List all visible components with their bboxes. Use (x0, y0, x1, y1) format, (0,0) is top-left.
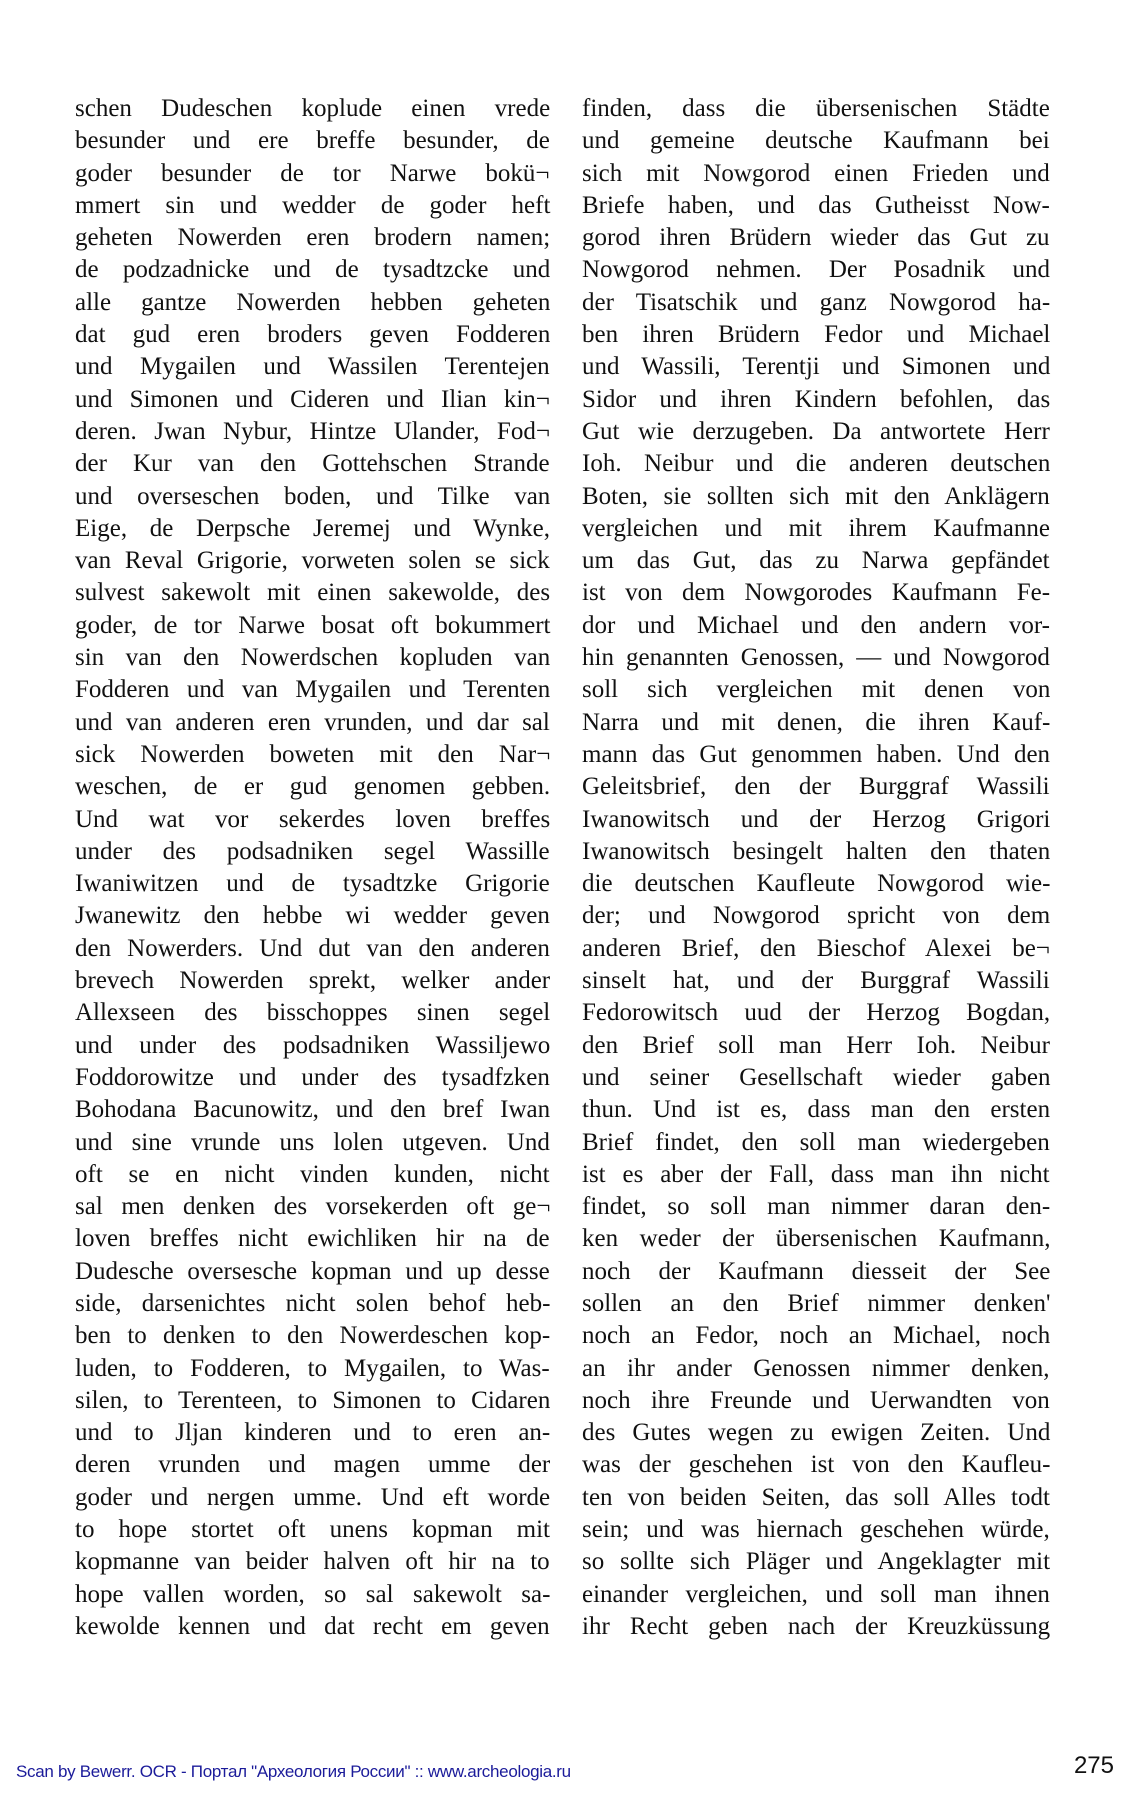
text-line: ihr Recht geben nach der Kreuzküssung (582, 1612, 1051, 1640)
text-line: und seiner Gesellschaft wieder gaben (582, 1063, 1051, 1091)
text-line: luden, to Fodderen, to Mygailen, to Was- (75, 1354, 550, 1382)
text-line: ist von dem Nowgorodes Kaufmann Fe- (582, 579, 1051, 607)
text-line: Jwanewitz den hebbe wi wedder geven (75, 902, 550, 930)
text-line: und Wassili, Terentji und Simonen und (582, 353, 1051, 381)
text-line: anderen Brief, den Bieschof Alexei be¬ (582, 934, 1050, 962)
text-line: hin genannten Genossen, — und Nowgorod (582, 644, 1050, 672)
text-line: Iwanowitsch besingelt halten den thaten (582, 837, 1051, 865)
text-line: Brief findet, den soll man wiedergeben (582, 1128, 1050, 1156)
text-line: geheten Nowerden eren brodern namen; (75, 224, 551, 252)
text-line: weschen, de er gud genomen gebben. (75, 773, 551, 801)
text-line: to hope stortet oft unens kopman mit (75, 1516, 551, 1544)
text-line: dor und Michael und den andern vor- (582, 611, 1050, 639)
text-line: des Gutes wegen zu ewigen Zeiten. Und (582, 1419, 1051, 1447)
text-line: und Mygailen und Wassilen Terentejen (75, 353, 550, 381)
text-line: so sollte sich Pläger und Angeklagter mit (582, 1548, 1051, 1576)
text-line: der Kur van den Gottehschen Strande (75, 450, 550, 478)
text-line: sick Nowerden boweten mit den Nar¬ (75, 740, 551, 768)
text-line: van Reval Grigorie, vorweten solen se sick (75, 547, 550, 575)
text-line: ben to denken to den Nowerdeschen kop- (75, 1322, 551, 1350)
text-line: noch ihre Freunde und Uerwandten von (582, 1386, 1050, 1414)
text-line: Bohodana Bacunowitz, und den bref Iwan (75, 1096, 551, 1124)
text-line: Iwaniwitzen und de tysadtzke Grigorie (75, 870, 550, 898)
text-line: und Simonen und Cideren und Ilian kin¬ (75, 385, 550, 413)
text-line: oft se en nicht vinden kunden, nicht (75, 1160, 550, 1188)
text-line: noch der Kaufmann diesseit der See (582, 1257, 1051, 1285)
text-line: der Tisatschik und ganz Nowgorod ha- (582, 288, 1051, 316)
scan-credit-footer: Scan by Bewerr. OCR - Портал "Археология России" :: www.archeologia.ru (16, 1762, 571, 1781)
text-line: Eige, de Derpsche Jeremej und Wynke, (75, 514, 551, 542)
text-line: Boten, sie sollten sich mit den Anklägern (582, 482, 1050, 510)
text-line: was der geschehen ist von den Kaufleu- (582, 1451, 1051, 1479)
right-column-text (582, 93, 1050, 1643)
text-line: Briefe haben, und das Gutheisst Now- (582, 191, 1050, 219)
page-number: 275 (1073, 1752, 1114, 1779)
text-line: Sidor und ihren Kindern befohlen, das (582, 385, 1051, 413)
text-line: findet, so soll man nimmer daran den- (582, 1193, 1051, 1221)
text-line: an ihr ander Genossen nimmer denken, (582, 1354, 1050, 1382)
text-line: soll sich vergleichen mit denen von (582, 676, 1051, 704)
text-line: den Nowerders. Und dut van den anderen (75, 934, 550, 962)
text-line: einander vergleichen, und soll man ihnen (582, 1580, 1050, 1608)
text-line: side, darsenichtes nicht solen behof heb- (75, 1289, 551, 1317)
text-line: und gemeine deutsche Kaufmann bei (582, 127, 1050, 155)
text-line: Iwanowitsch und der Herzog Grigori (582, 805, 1051, 833)
text-line: schen Dudeschen koplude einen vrede (75, 95, 551, 122)
text-line: Fedorowitsch uud der Herzog Bogdan, (582, 999, 1051, 1027)
text-line: goder besunder de tor Narwe bokü¬ (75, 159, 550, 187)
text-line: Narra und mit denen, die ihren Kauf- (582, 708, 1051, 736)
text-line: vergleichen und mit ihrem Kaufmanne (582, 514, 1050, 542)
text-line: brevech Nowerden sprekt, welker ander (75, 967, 551, 995)
text-line: deren vrunden und magen umme der (75, 1451, 551, 1479)
text-line: der; und Nowgorod spricht von dem (582, 902, 1051, 930)
text-line: Foddorowitze und under des tysadfzken (75, 1063, 550, 1091)
text-line: besunder und ere breffe besunder, de (75, 127, 550, 155)
text-line: sin van den Nowerdschen kopluden van (75, 644, 551, 672)
text-line: und sine vrunde uns lolen utgeven. Und (75, 1128, 550, 1156)
text-line: alle gantze Nowerden hebben geheten (75, 288, 551, 316)
text-line: deren. Jwan Nybur, Hintze Ulander, Fod¬ (75, 417, 550, 445)
text-line: hope vallen worden, so sal sakewolt sa- (75, 1580, 551, 1608)
text-line: thun. Und ist es, dass man den ersten (582, 1096, 1051, 1124)
text-line: sinselt hat, und der Burggraf Wassili (582, 967, 1050, 995)
left-column-text (75, 93, 550, 1643)
text-line: de podzadnicke und de tysadtzcke und (75, 256, 551, 284)
text-line: sal men denken des vorsekerden oft ge¬ (75, 1193, 551, 1221)
text-line: loven breffes nicht ewichliken hir na de (75, 1225, 550, 1253)
text-line: dat gud eren broders geven Fodderen (75, 321, 551, 349)
text-line: die deutschen Kaufleute Nowgorod wie- (582, 870, 1051, 898)
text-line: kopmanne van beider halven oft hir na to (75, 1548, 550, 1576)
text-line: Ioh. Neibur und die anderen deutschen (582, 450, 1051, 478)
text-line: Allexseen des bisschoppes sinen segel (75, 999, 551, 1027)
text-line: Gut wie derzugeben. Da antwortete Herr (582, 417, 1050, 445)
text-line: und van anderen eren vrunden, und dar sal (75, 708, 550, 736)
text-line: silen, to Terenteen, to Simonen to Cidaren (75, 1386, 551, 1414)
text-line: ken weder der übersenischen Kaufmann, (582, 1225, 1051, 1253)
text-line: und under des podsadniken Wassiljewo (75, 1031, 551, 1059)
text-line: ist es aber der Fall, dass man ihn nicht (582, 1160, 1050, 1188)
text-line: sulvest sakewolt mit einen sakewolde, des (75, 579, 551, 607)
text-line: mmert sin und wedder de goder heft (75, 191, 551, 219)
text-line: sein; und was hiernach geschehen würde, (582, 1516, 1050, 1544)
text-line: um das Gut, das zu Narwa gepfändet (582, 547, 1050, 575)
text-line: sollen an den Brief nimmer denken' (582, 1289, 1051, 1317)
text-line: noch an Fedor, noch an Michael, noch (582, 1322, 1051, 1350)
text-line: Fodderen und van Mygailen und Terenten (75, 676, 551, 704)
text-line: under des podsadniken segel Wassille (75, 837, 550, 865)
text-line: gorod ihren Brüdern wieder das Gut zu (582, 224, 1050, 252)
text-line: Und wat vor sekerdes loven breffes (75, 805, 551, 833)
text-line: ten von beiden Seiten, das soll Alles todt (582, 1483, 1050, 1511)
text-line: und to Jljan kinderen und to eren an- (75, 1419, 551, 1447)
text-line: kewolde kennen und dat recht em geven (75, 1612, 550, 1640)
text-line: goder, de tor Narwe bosat oft bokummert (75, 611, 551, 639)
text-line: Geleitsbrief, den der Burggraf Wassili (582, 773, 1050, 801)
text-line: sich mit Nowgorod einen Frieden und (582, 159, 1050, 187)
text-line: Dudesche oversesche kopman und up desse (75, 1257, 550, 1285)
text-line: und overseschen boden, und Tilke van (75, 482, 551, 510)
text-line: den Brief soll man Herr Ioh. Neibur (582, 1031, 1050, 1059)
text-line: ben ihren Brüdern Fedor und Michael (582, 321, 1051, 349)
text-line: goder und nergen umme. Und eft worde (75, 1483, 551, 1511)
text-line: Nowgorod nehmen. Der Posadnik und (582, 256, 1050, 284)
text-line: finden, dass die übersenischen Städte (582, 95, 1050, 122)
text-line: mann das Gut genommen haben. Und den (582, 740, 1051, 768)
